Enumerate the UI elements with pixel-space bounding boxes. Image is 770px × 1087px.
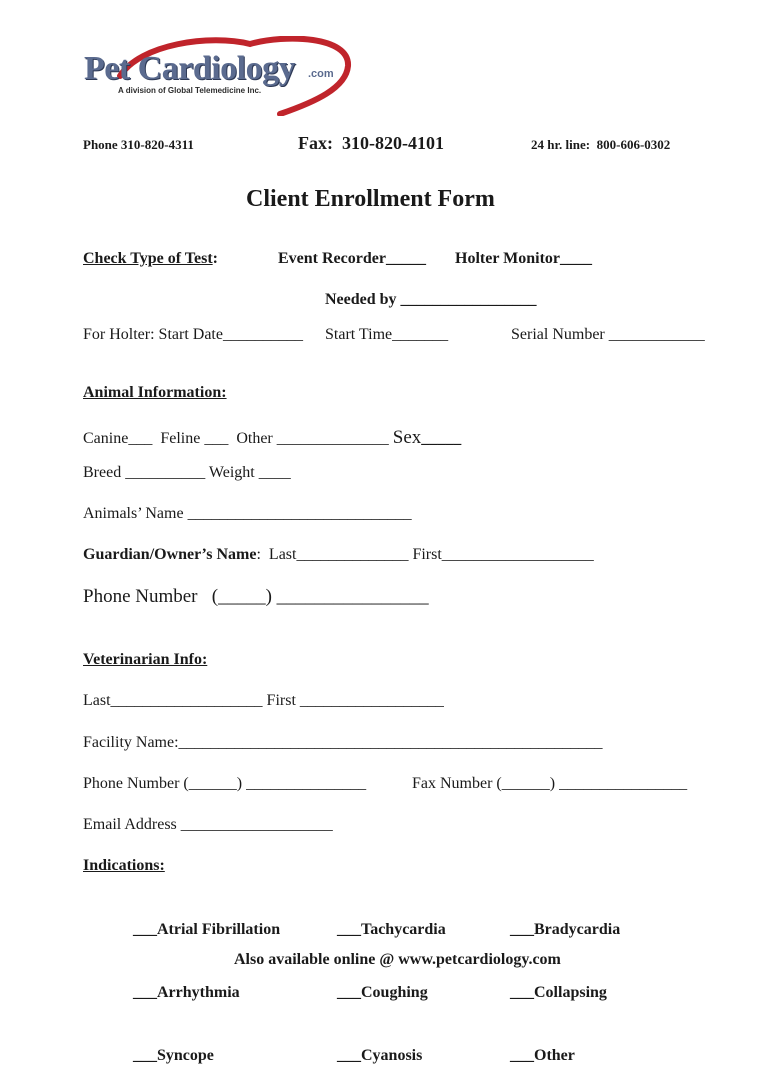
page-title: Client Enrollment Form [246,186,495,212]
indication-syncope[interactable]: ___Syncope [133,1047,214,1064]
indication-tachycardia[interactable]: ___Tachycardia [337,921,446,938]
vet-phone-field[interactable]: Phone Number (______) _______________ [83,775,367,792]
logo-name: Pet Cardiology [84,50,296,87]
indications-heading: Indications: [83,857,165,874]
indication-bradycardia[interactable]: ___Bradycardia [510,921,621,938]
test-type-label: Check Type of Test: [83,250,218,267]
indication-coughing[interactable]: ___Coughing [337,984,428,1001]
holter-start-time-field[interactable]: Start Time_______ [325,326,449,343]
indication-collapsing[interactable]: ___Collapsing [510,984,607,1001]
breed-weight-fields[interactable]: Breed __________ Weight ____ [83,464,291,481]
indication-other[interactable]: ___Other [510,1047,575,1064]
holter-start-date-field[interactable]: For Holter: Start Date__________ [83,326,303,343]
animal-info-heading: Animal Information: [83,384,227,401]
facility-name-field[interactable]: Facility Name:_____________________________________________________ [83,734,603,751]
owner-phone-field[interactable]: Phone Number (_____) ________________ [83,586,429,607]
pet-cardiology-logo [80,36,360,116]
holter-monitor-field[interactable]: Holter Monitor____ [455,250,593,267]
indication-atrial-fibrillation[interactable]: ___Atrial Fibrillation [133,921,281,938]
guardian-name-fields[interactable]: Guardian/Owner’s Name: Last______________ First___________________ [83,546,594,563]
logo-com: .com [308,68,334,80]
vet-name-fields[interactable]: Last___________________ First __________________ [83,692,444,709]
footer-website-note: Also available online @ www.petcardiology.com [234,951,561,968]
indications-column-2 [337,877,446,1087]
fax-number: Fax: 310-820-4101 [298,133,444,153]
vet-email-field[interactable]: Email Address ___________________ [83,816,333,833]
indication-cyanosis[interactable]: ___Cyanosis [337,1047,423,1064]
hotline-number: 24 hr. line: 800-606-0302 [531,137,671,152]
serial-number-field[interactable]: Serial Number ____________ [511,326,705,343]
vet-fax-field[interactable]: Fax Number (______) ________________ [412,775,688,792]
phone-number: Phone 310-820-4311 [83,137,194,152]
indications-column-3 [510,877,620,1087]
animal-name-field[interactable]: Animals’ Name ____________________________ [83,505,412,522]
indications-column-1 [133,877,280,1087]
sex-field[interactable]: _____ [421,430,462,447]
event-recorder-field[interactable]: Event Recorder_____ [278,250,426,267]
logo-tagline: A division of Global Telemedicine Inc. [118,86,262,95]
vet-info-heading: Veterinarian Info: [83,651,208,668]
sex-label: Sex [392,427,422,448]
needed-by-field[interactable]: Needed by _________________ [325,291,537,308]
indication-arrhythmia[interactable]: ___Arrhythmia [133,984,240,1001]
species-fields[interactable]: Canine___ Feline ___ Other ______________ Sex_____ [83,427,462,448]
